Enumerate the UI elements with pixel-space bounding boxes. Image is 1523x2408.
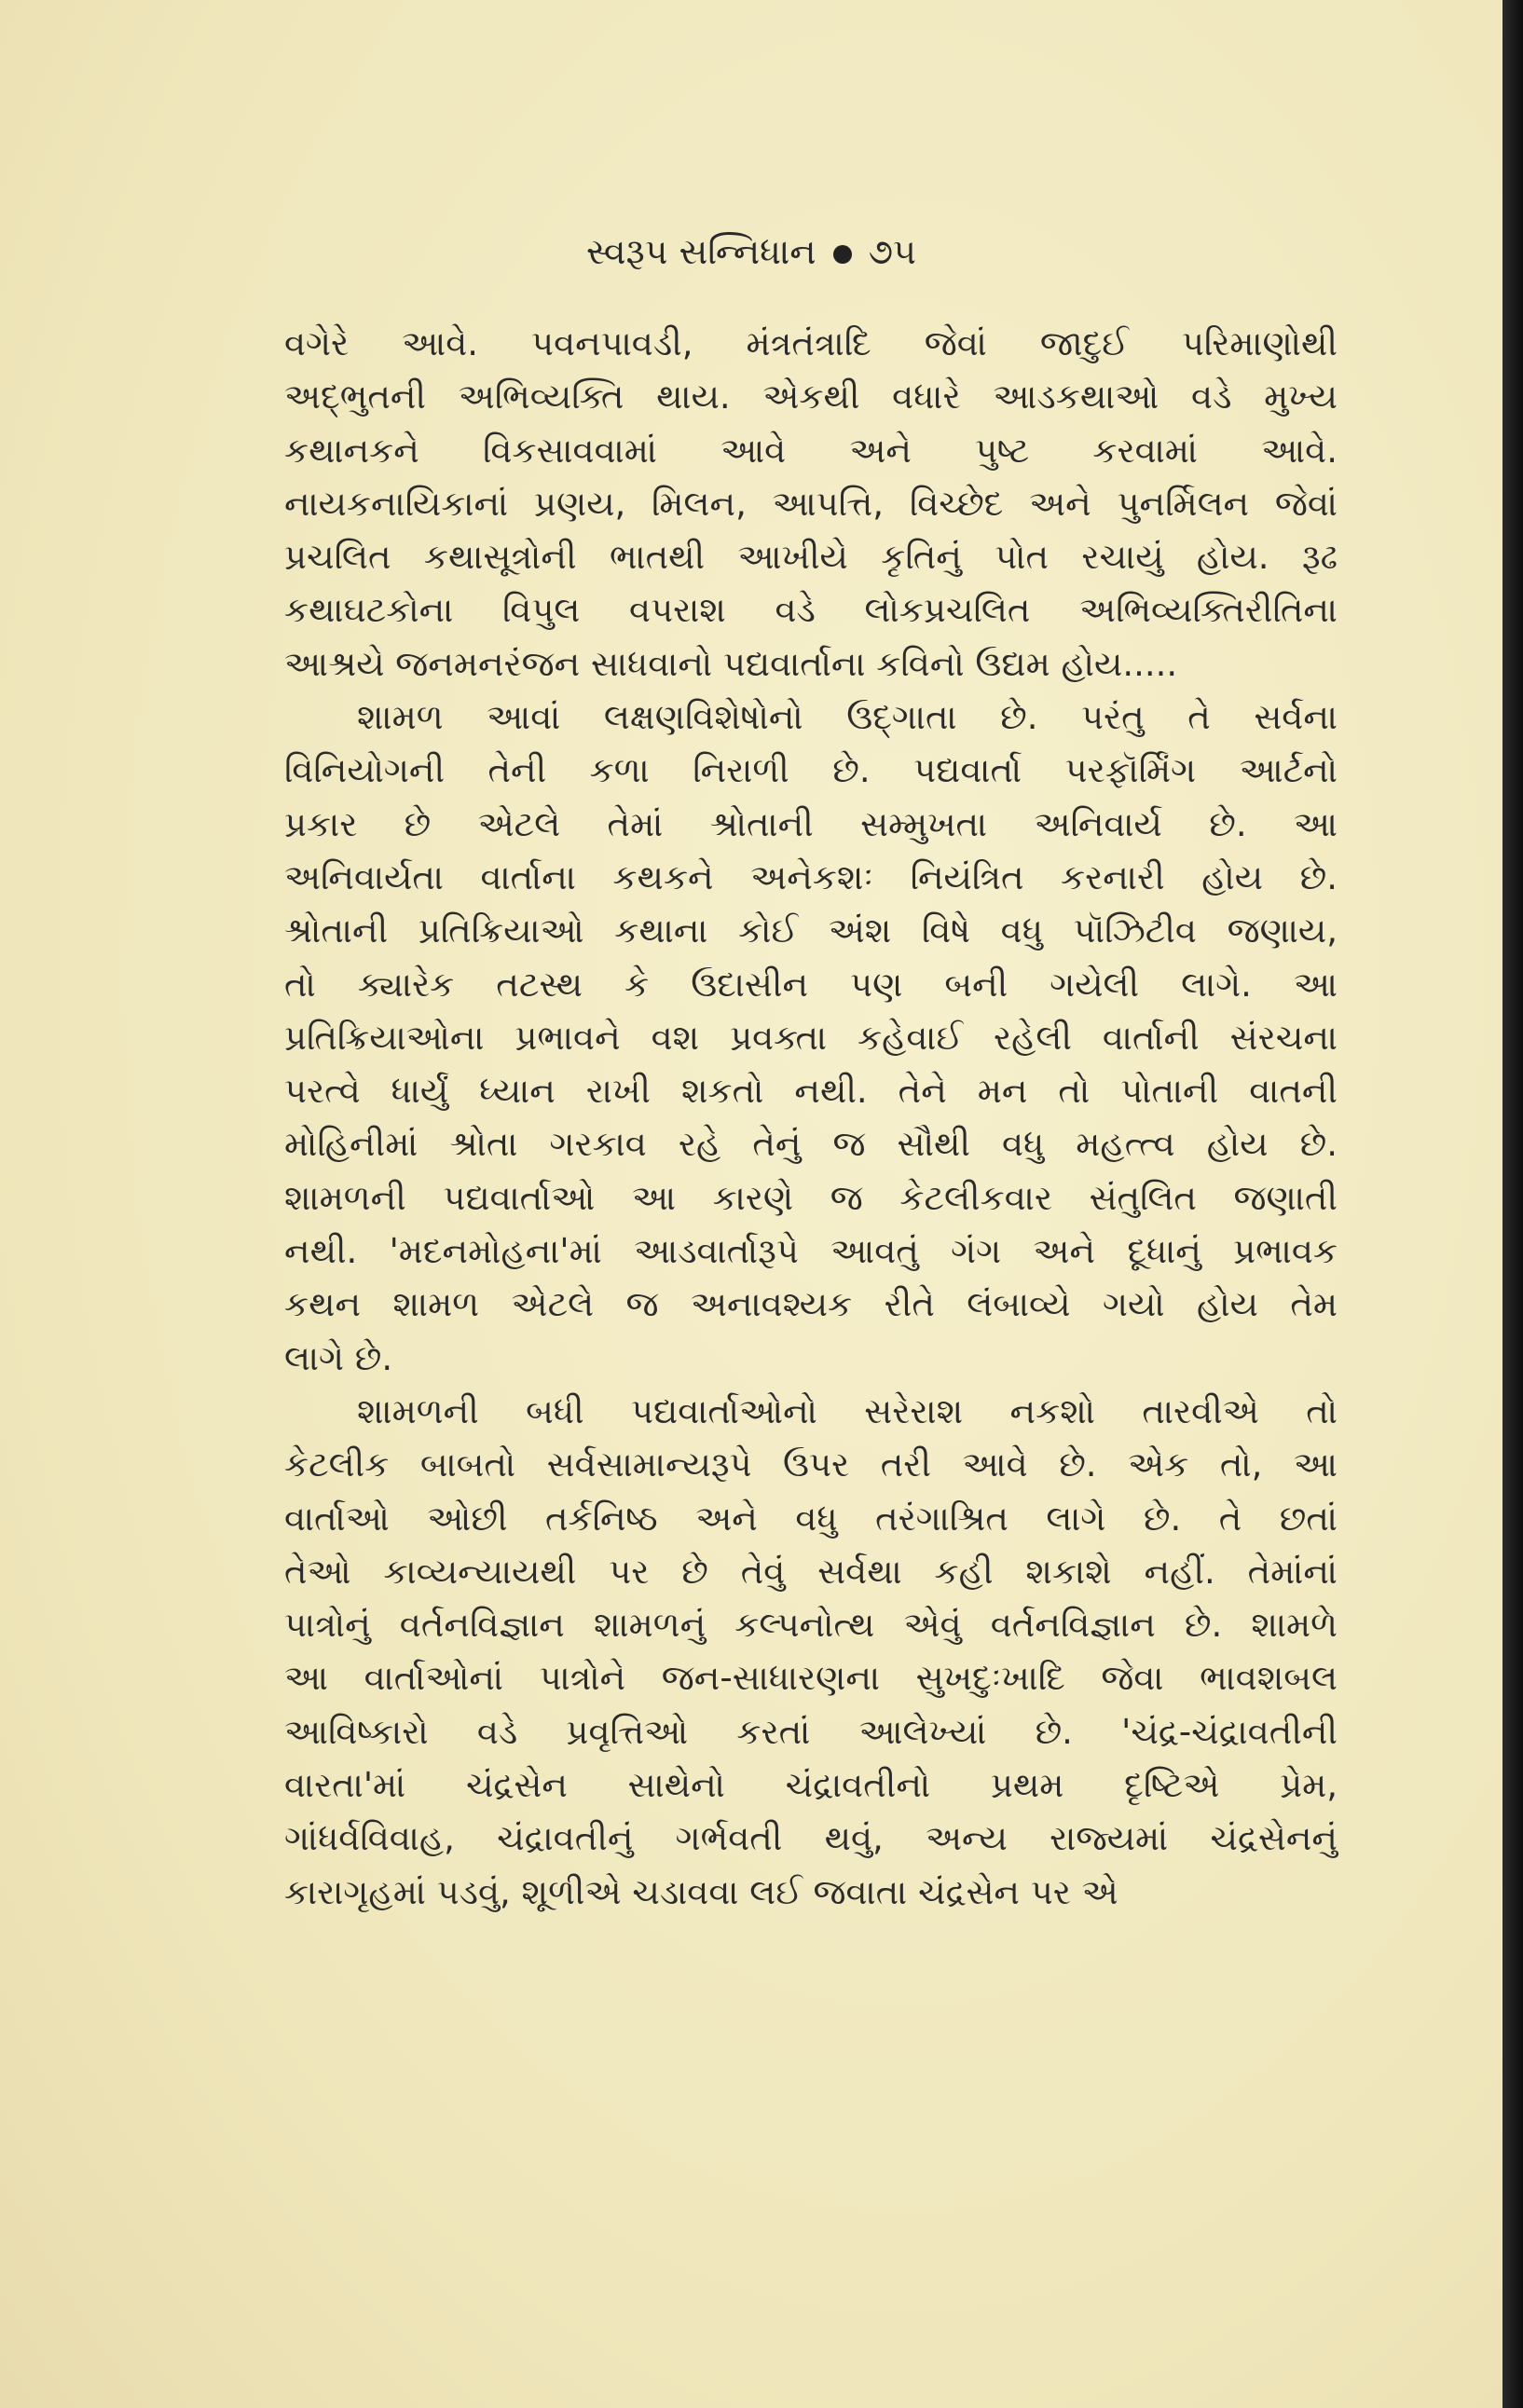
- text-line: શામળની બધી પદ્યવાર્તાઓનો સરેરાશ નકશો તારવીએ તો: [357, 1390, 1338, 1431]
- text-line: તેઓ કાવ્યન્યાયથી પર છે તેવું સર્વથા કહી શકાશે નહીં. તેમાંનાં: [284, 1551, 1338, 1592]
- running-header: [0, 231, 1502, 273]
- text-line: પ્રતિક્રિયાઓના પ્રભાવને વશ પ્રવક્તા કહેવાઈ રહેલી વાર્તાની સંરચના: [284, 1017, 1338, 1058]
- text-line: અદ્‌ભુતની અભિવ્યક્તિ થાય. એકથી વધારે આડકથાઓ વડે મુખ્ય: [284, 376, 1338, 417]
- text-line: લાગે છે.: [284, 1337, 393, 1378]
- text-line: નથી. 'મદનમોહના'માં આડવાર્તારૂપે આવતું ગંગ અને દૂધાનું પ્રભાવક: [284, 1231, 1338, 1272]
- text-line: નાયકનાયિકાનાં પ્રણય, મિલન, આપત્તિ, વિચ્છેદ અને પુનર્મિલન જેવાં: [284, 483, 1338, 524]
- paragraph: [284, 691, 1338, 1385]
- text-line: વારતા'માં ચંદ્રસેન સાથેનો ચંદ્રાવતીનો પ્રથમ દૃષ્ટિએ પ્રેમ,: [284, 1765, 1338, 1806]
- text-line: કારાગૃહમાં પડવું, શૂળીએ ચડાવવા લઈ જવાતા ચંદ્રસેન પર એ: [284, 1871, 1118, 1912]
- text-line: અનિવાર્યતા વાર્તાના કથકને અનેકશઃ નિયંત્રિત કરનારી હોય છે.: [284, 856, 1338, 897]
- text-line: તો ક્યારેક તટસ્થ કે ઉદાસીન પણ બની ગયેલી લાગે. આ: [284, 964, 1338, 1005]
- text-line: પ્રચલિત કથાસૂત્રોની ભાતથી આખીયે કૃતિનું પોત રચાયું હોય. રૂઢ: [284, 537, 1338, 578]
- header-title: સ્વરૂપ સન્નિધાન: [586, 231, 816, 272]
- text-line: મોહિનીમાં શ્રોતા ગરકાવ રહે તેનું જ સૌથી વધુ મહત્ત્વ હોય છે.: [284, 1124, 1338, 1165]
- text-line: કથન શામળ એટલે જ અનાવશ્યક રીતે લંબાવ્યે ગયો હોય તેમ: [284, 1284, 1338, 1325]
- text-line: પ્રકાર છે એટલે તેમાં શ્રોતાની સમ્મુખતા અનિવાર્ય છે. આ: [284, 803, 1338, 844]
- page-edge-shadow: [1502, 0, 1523, 2408]
- text-line: પાત્રોનું વર્તનવિજ્ઞાન શામળનું કલ્પનોત્થ એવું વર્તનવિજ્ઞાન છે. શામળે: [284, 1605, 1338, 1646]
- text-line: આ વાર્તાઓનાં પાત્રોને જન-સાધારણના સુખદુઃખાદિ જેવા ભાવશબલ: [284, 1658, 1338, 1699]
- paragraph: [284, 317, 1338, 691]
- text-line: આશ્રયે જનમનરંજન સાધવાનો પદ્યવાર્તાના કવિનો ઉદ્યમ હોય.....: [284, 643, 1178, 684]
- bullet-dot: [833, 245, 852, 264]
- text-line: કેટલીક બાબતો સર્વસામાન્યરૂપે ઉપર તરી આવે છે. એક તો, આ: [284, 1444, 1338, 1485]
- text-line: કથાનકને વિકસાવવામાં આવે અને પુષ્ટ કરવામાં આવે.: [284, 430, 1338, 471]
- text-line: શ્રોતાની પ્રતિક્રિયાઓ કથાના કોઈ અંશ વિષે વધુ પૉઝિટીવ જણાય,: [284, 910, 1338, 951]
- text-line: ગાંધર્વવિવાહ, ચંદ્રાવતીનું ગર્ભવતી થવું, અન્ય રાજ્યમાં ચંદ્રસેનનું: [284, 1818, 1338, 1859]
- page-number: ૭૫: [868, 231, 916, 272]
- paragraph: [284, 1385, 1338, 1919]
- text-line: શામળની પદ્યવાર્તાઓ આ કારણે જ કેટલીકવાર સંતુલિત જણાતી: [284, 1177, 1338, 1218]
- text-line: વાર્તાઓ ઓછી તર્કનિષ્ઠ અને વધુ તરંગાશ્રિત લાગે છે. તે છતાં: [284, 1498, 1338, 1539]
- text-line: પરત્વે ધાર્યું ધ્યાન રાખી શકતો નથી. તેને મન તો પોતાની વાતની: [284, 1071, 1338, 1112]
- text-line: વગેરે આવે. પવનપાવડી, મંત્રતંત્રાદિ જેવાં જાદુઈ પરિમાણોથી: [284, 323, 1338, 363]
- text-line: વિનિયોગની તેની કળા નિરાળી છે. પદ્યવાર્તા પરફૉર્મિંગ આર્ટનો: [284, 750, 1338, 791]
- text-line: આવિષ્કારો વડે પ્રવૃત્તિઓ કરતાં આલેખ્યાં છે. 'ચંદ્ર-ચંદ્રાવતીની: [284, 1711, 1338, 1752]
- text-line: શામળ આવાં લક્ષણવિશેષોનો ઉદ્‌ગાતા છે. પરંતુ તે સર્વના: [357, 697, 1338, 738]
- body-text: [284, 317, 1338, 1919]
- text-line: કથાઘટકોના વિપુલ વપરાશ વડે લોકપ્રચલિત અભિવ્યક્તિરીતિના: [284, 590, 1338, 631]
